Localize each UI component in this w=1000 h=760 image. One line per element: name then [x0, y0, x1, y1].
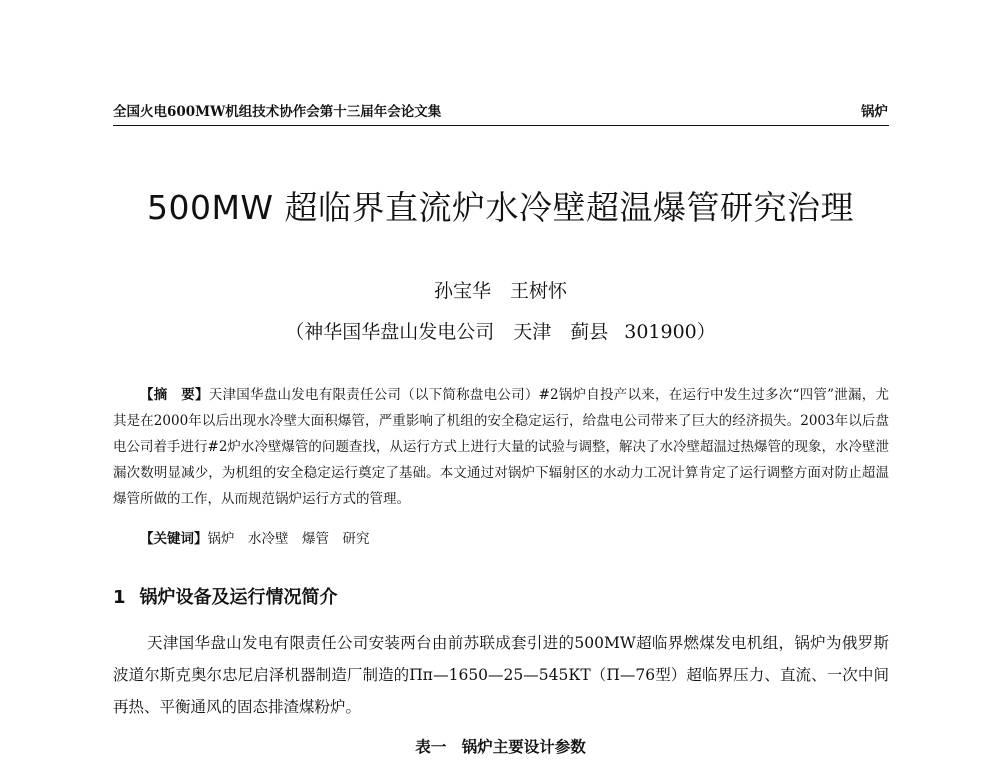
paper-title: 500MW 超临界直流炉水冷壁超温爆管研究治理 [146, 188, 855, 227]
keywords-text: 锅炉 水冷壁 爆管 研究 [207, 531, 370, 547]
abstract [113, 382, 889, 512]
body-paragraph: 天津国华盘山发电有限责任公司安装两台由前苏联成套引进的500MW超临界燃煤发电机组，锅炉为俄罗斯波道尔斯克奥尔忠尼启泽机器制造厂制造的Пп—1650—25—545КТ（П—76型）超临界压力、直流、一次中间再热、平衡通风的固态排渣煤粉炉。 [113, 634, 889, 716]
keywords-label: 【关键词】 [140, 531, 208, 547]
header-section-label: 锅炉 [861, 104, 888, 120]
keywords [140, 528, 880, 550]
authors: 孙宝华 王树怀 [433, 280, 567, 302]
running-header [113, 103, 888, 121]
section-title: 锅炉设备及运行情况简介 [139, 587, 338, 608]
section-heading [113, 586, 888, 610]
section-number: 1 [113, 587, 126, 608]
header-proceedings-title: 全国火电600MW机组技术协作会第十三届年会论文集 [113, 104, 442, 120]
table-caption: 表一 锅炉主要设计参数 [415, 737, 586, 756]
header-rule [113, 125, 889, 126]
abstract-label: 【摘 要】 [140, 387, 209, 403]
abstract-text: 天津国华盘山发电有限责任公司（以下简称盘电公司）#2锅炉自投产以来，在运行中发生过多次“四管”泄漏，尤其是在2000年以后出现水冷壁大面积爆管，严重影响了机组的安全稳定运行，给盘电公司带来了巨大的经济损失。2003年以后盘电公司着手进行#2炉水冷壁爆管的问题查找，从运行方式上进行大量的试验与调整，解决了水冷壁超温过热爆管的现象，水冷壁泄漏次数明显减少，为机组的安全稳定运行奠定了基础。本文通过对锅炉下辐射区的水动力工况计算肯定了运行调整方面对防止超温爆管所做的工作，从而规范锅炉运行方式的管理。 [113, 387, 890, 507]
affiliation: （神华国华盘山发电公司 天津 蓟县 301900） [285, 321, 716, 343]
